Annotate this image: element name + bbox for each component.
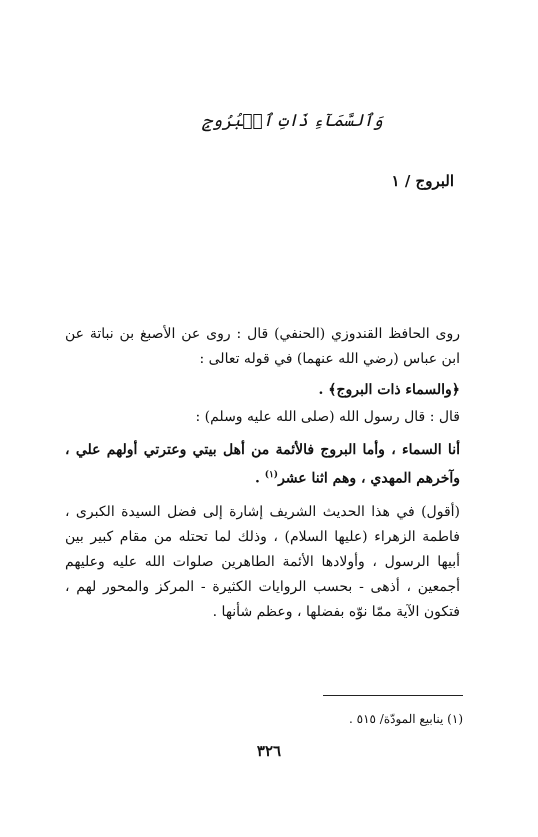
footnote-marker: (١): [264, 470, 279, 480]
footnote: (١) ينابيع المودّة/ ٥١٥ .: [348, 712, 463, 726]
surah-reference: البروج / ١: [391, 172, 454, 190]
hadith-main: أنا السماء ، وأما البروج فالأئمة من أهل بيتي وعترتي أولهم علي ، وآخرهم المهدي ، وهم اثنا عشر: [65, 442, 460, 487]
quran-verse-heading: وَٱلسَّمَآءِ ذَاتِ ٱلۡبُرُوجِ: [202, 111, 383, 131]
narration-paragraph: [65, 322, 460, 372]
prophet-saying-intro: [65, 405, 460, 430]
footnote-divider: [323, 695, 463, 696]
narration-text: روى الحافظ القندوزي (الحنفي) قال : روى عن الأصبغ بن نباتة عن ابن عباس (رضي الله عنهما) في قوله تعالى :: [65, 326, 460, 367]
commentary-text: (أقول) في هذا الحديث الشريف إشارة إلى فضل السيدة الكبرى ، فاطمة الزهراء (عليها السلام) ، وذلك لما تحتله من مقام كبير بين أبيها الرسول ، وأولادها الأئمة الطاهرين صلوات الله عليه وعليهم أجمعين ، أذهى - بحسب الروايات الكثيرة - المركز والمحور لهم ، فتكون الآية ممّا نوّه بفضلها ، وعظم شأنها .: [65, 504, 460, 620]
page-number: ٣٢٦: [256, 742, 282, 760]
verse-quote-text: ﴿والسماء ذات البروج﴾ .: [318, 382, 460, 398]
hadith-paragraph: [65, 438, 460, 492]
verse-quote: [65, 378, 460, 403]
prophet-saying-intro-text: قال : قال رسول الله (صلى الله عليه وسلم) :: [195, 409, 460, 425]
hadith-text: [65, 438, 460, 492]
commentary-paragraph: [65, 500, 460, 625]
hadith-end: .: [254, 470, 265, 487]
